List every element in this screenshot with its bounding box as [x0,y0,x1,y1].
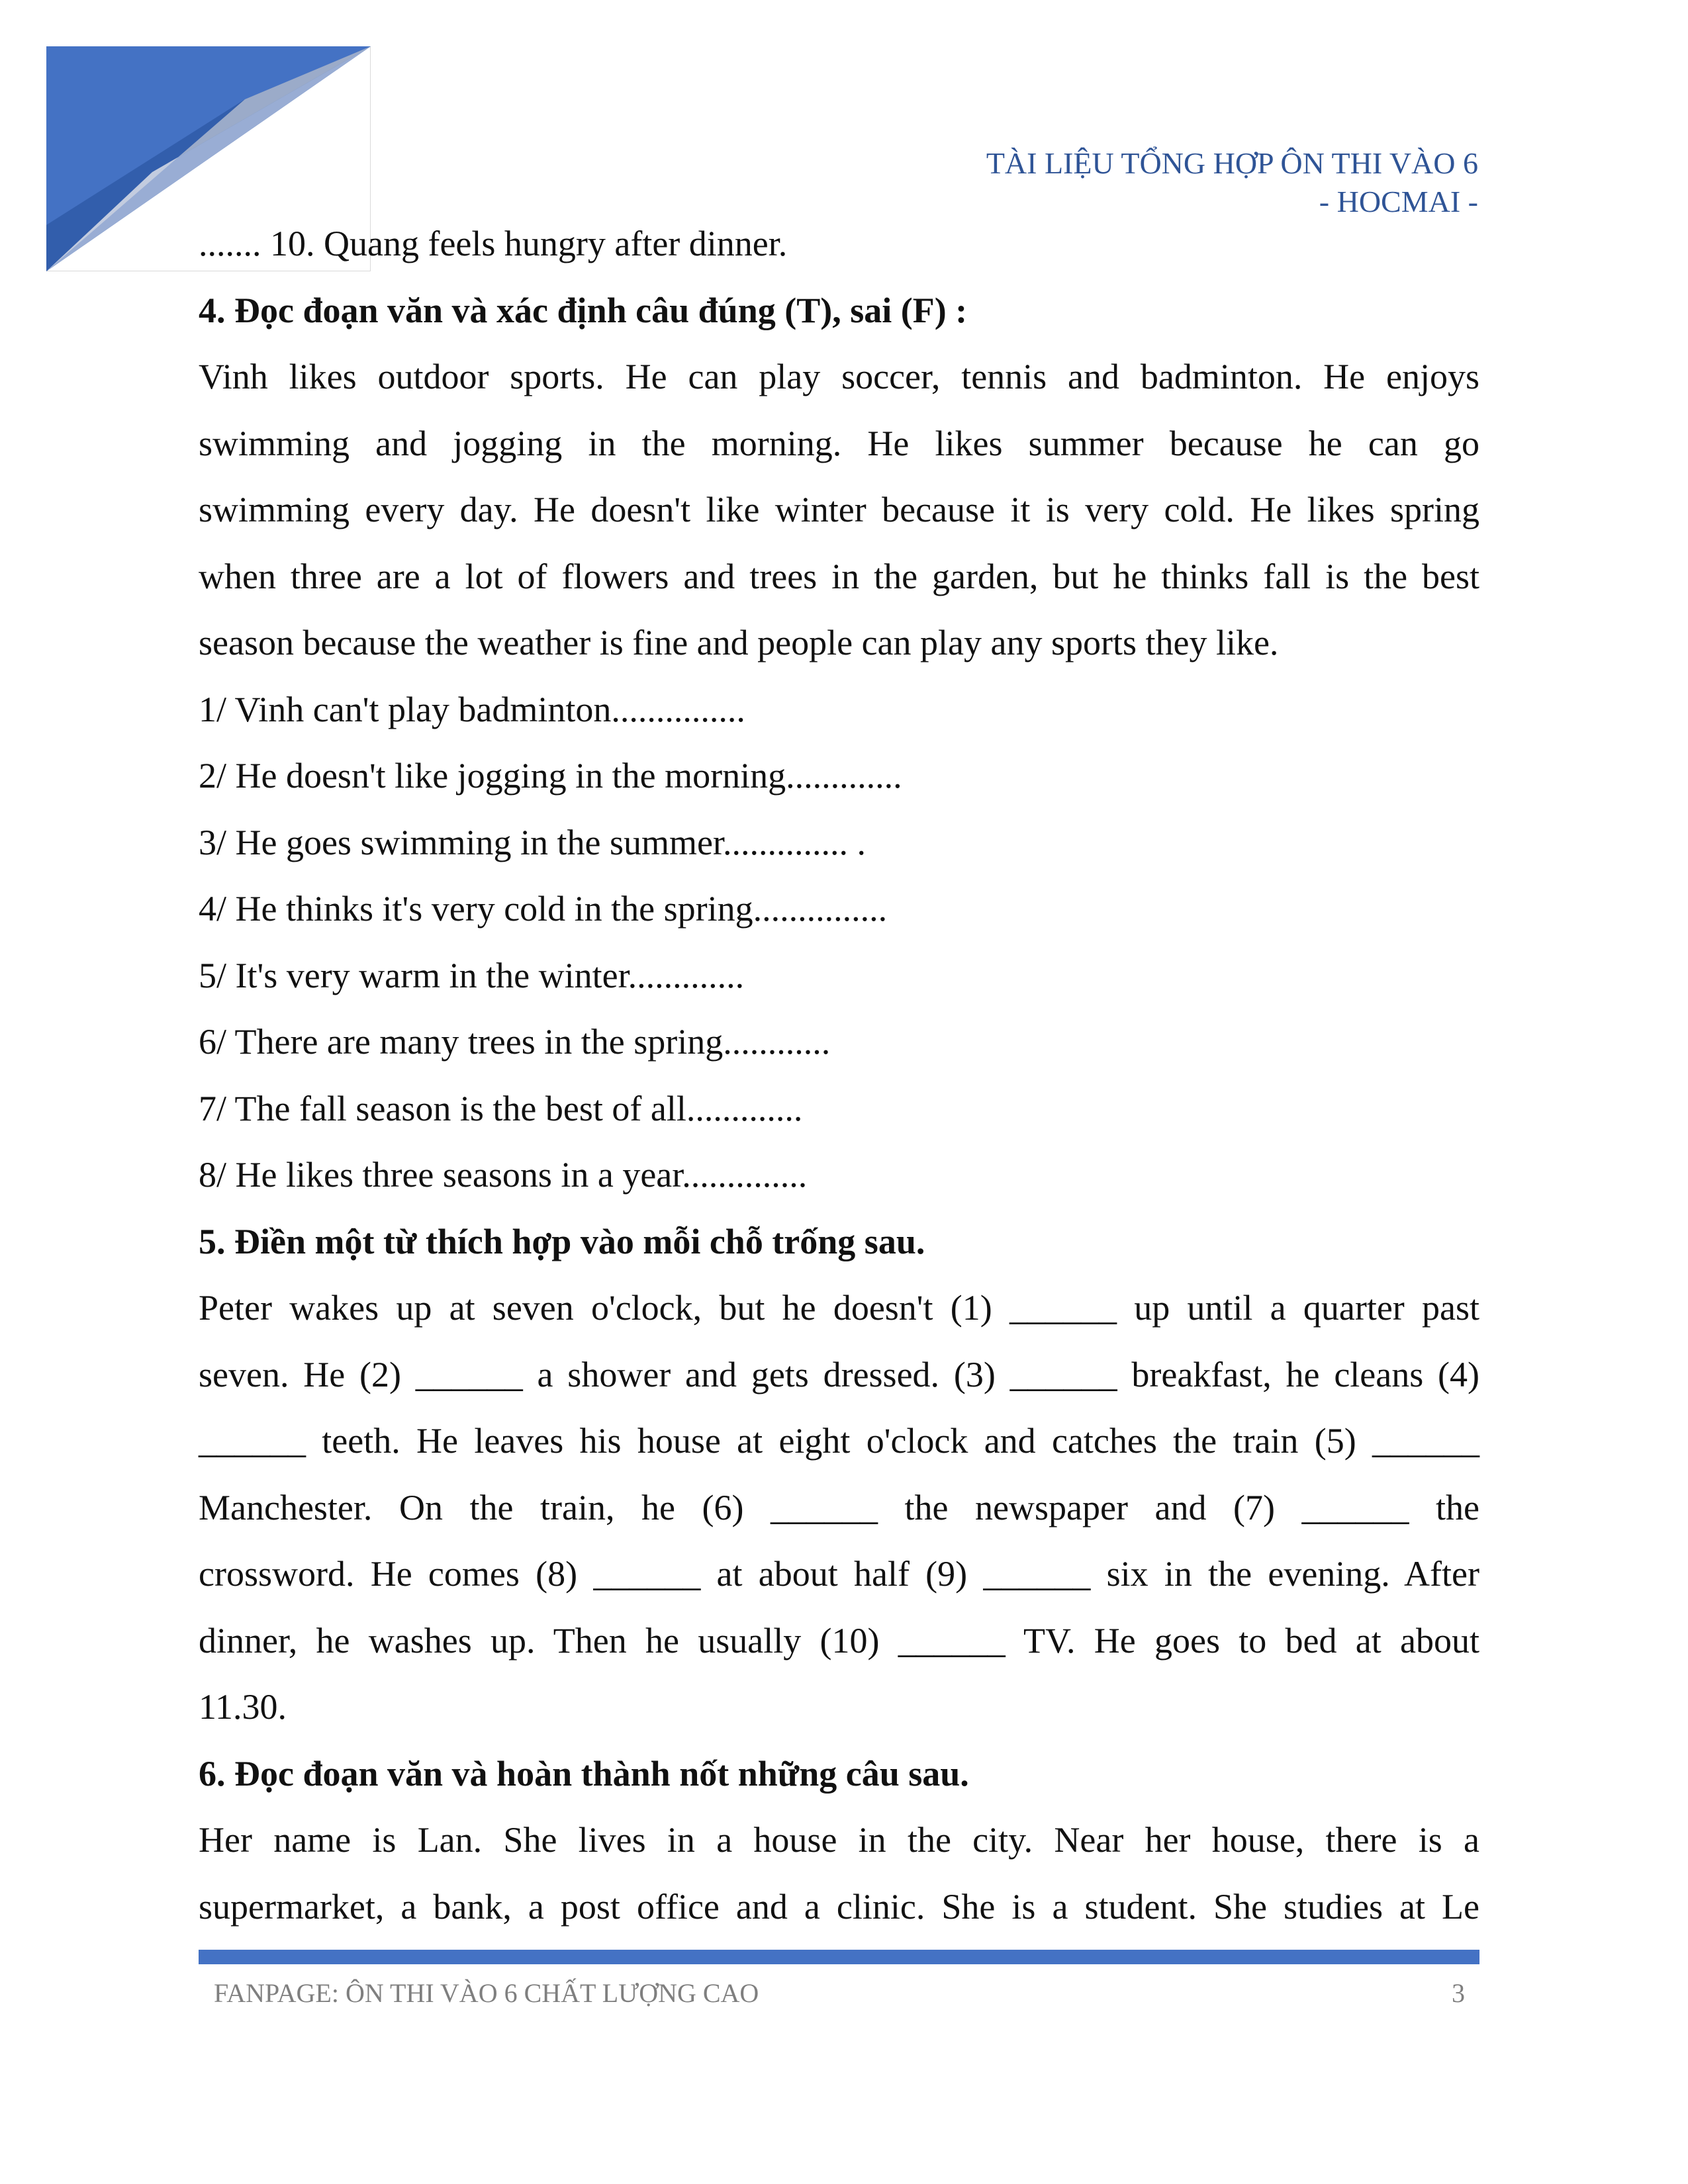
question-item: 1/ Vinh can't play badminton............... [199,689,745,729]
section-6-heading: 6. Đọc đoạn văn và hoàn thành nốt những câu sau. [199,1753,969,1794]
section-4-heading: 4. Đọc đoạn văn và xác định câu đúng (T), sai (F) : [199,290,968,330]
header-title: TÀI LIỆU TỔNG HỢP ÔN THI VÀO 6 [986,146,1478,180]
document-body [199,210,1479,1940]
passage-line: swimming every day. He doesn't like winter because it is very cold. He likes spring [199,490,1479,529]
passage-line: seven. He (2) ______ a shower and gets dressed. (3) ______ breakfast, he cleans (4) [199,1354,1479,1394]
passage-line: season because the weather is fine and people can play any sports they like. [199,623,1279,662]
question-item: 3/ He goes swimming in the summer.............. . [199,822,866,862]
page-number: 3 [1452,1978,1465,2008]
footer-fanpage: FANPAGE: ÔN THI VÀO 6 CHẤT LƯỢNG CAO [214,1978,759,2008]
question-item: 7/ The fall season is the best of all............. [199,1088,803,1128]
passage-line: Her name is Lan. She lives in a house in the city. Near her house, there is a [199,1820,1479,1860]
passage-line: Peter wakes up at seven o'clock, but he doesn't (1) ______ up until a quarter past [199,1288,1479,1328]
passage-line: supermarket, a bank, a post office and a clinic. She is a student. She studies at Le [199,1886,1479,1927]
question-item: 2/ He doesn't like jogging in the morning............. [199,756,902,796]
passage-line: Manchester. On the train, he (6) ______ the newspaper and (7) ______ the [199,1487,1479,1527]
question-item: 8/ He likes three seasons in a year.............. [199,1155,808,1195]
passage-line: crossword. He comes (8) ______ at about half (9) ______ six in the evening. After [199,1554,1479,1594]
section-5-heading: 5. Điền một từ thích hợp vào mỗi chỗ trống sau. [199,1221,925,1261]
passage-line: ______ teeth. He leaves his house at eight o'clock and catches the train (5) ______ [199,1421,1479,1461]
question-item: 6/ There are many trees in the spring............ [199,1022,831,1062]
passage-line: dinner, he washes up. Then he usually (10) ______ TV. He goes to bed at about [199,1620,1479,1661]
passage-line: when three are a lot of flowers and trees in the garden, but he thinks fall is the best [199,556,1479,596]
question-item: 4/ He thinks it's very cold in the spring............... [199,889,888,929]
question-item: 5/ It's very warm in the winter............. [199,955,745,995]
footer-divider [199,1950,1479,1964]
header-subtitle: - HOCMAI - [1319,185,1478,218]
passage-line: Vinh likes outdoor sports. He can play soccer, tennis and badminton. He enjoys [199,357,1479,396]
passage-line: 11.30. [199,1687,287,1727]
document-header [986,144,1478,221]
passage-line: swimming and jogging in the morning. He likes summer because he can go [199,423,1479,463]
previous-item: ....... 10. Quang feels hungry after dinner. [199,224,788,263]
